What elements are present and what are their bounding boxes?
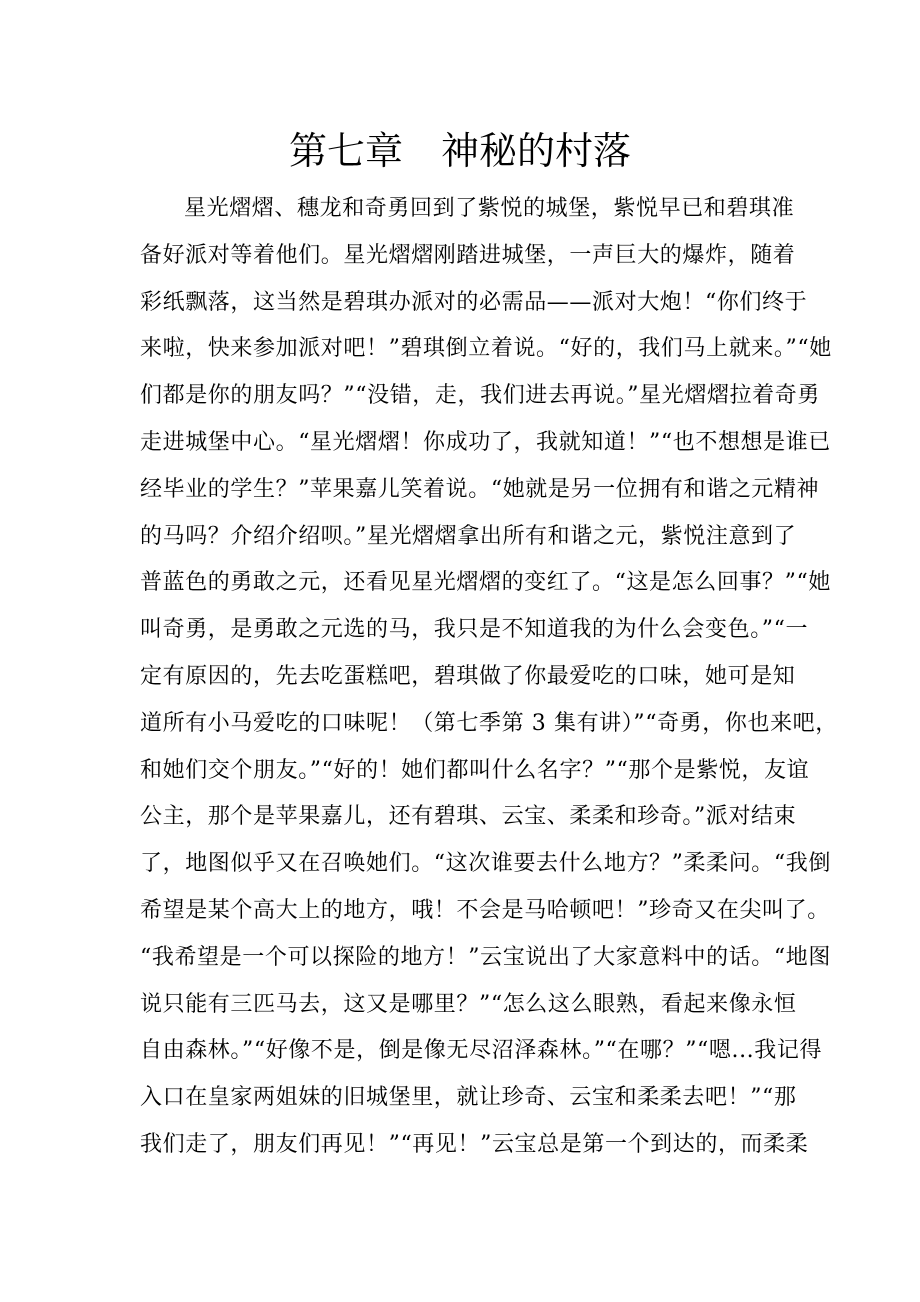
body-line: 入口在皇家两姐妹的旧城堡里，就让珍奇、云宝和柔柔去吧！”“那 — [140, 1085, 797, 1111]
body-line: “我希望是一个可以探险的地方！”云宝说出了大家意料中的话。“地图 — [140, 944, 831, 970]
body-line: 和她们交个朋友。”“好的！她们都叫什么名字？”“那个是紫悦，友谊 — [140, 757, 810, 783]
body-line: 普蓝色的勇敢之元，还看见星光熠熠的变红了。“这是怎么回事？”“她 — [140, 570, 831, 596]
chapter-body — [140, 186, 838, 1169]
body-line: 来啦，快来参加派对吧！”碧琪倒立着说。“好的，我们马上就来。”“她 — [140, 336, 832, 362]
body-line: 自由森林。”“好像不是，倒是像无尽沼泽森林。”“在哪？”“嗯...我记得 — [140, 1038, 823, 1064]
body-line: 道所有小马爱吃的口味呢！（第七季第 3 集有讲）”“奇勇，你也来吧， — [140, 710, 838, 736]
body-line: 备好派对等着他们。星光熠熠刚踏进城堡，一声巨大的爆炸，随着 — [140, 242, 796, 268]
body-line: 公主，那个是苹果嘉儿，还有碧琪、云宝、柔柔和珍奇。”派对结束 — [140, 804, 797, 830]
body-line: 的马吗？介绍介绍呗。”星光熠熠拿出所有和谐之元，紫悦注意到了 — [140, 523, 797, 549]
body-line: 了，地图似乎又在召唤她们。“这次谁要去什么地方？”柔柔问。“我倒 — [140, 851, 831, 877]
body-line: 星光熠熠、穗龙和奇勇回到了紫悦的城堡，紫悦早已和碧琪准 — [184, 196, 795, 221]
body-line: 走进城堡中心。“星光熠熠！你成功了，我就知道！”“也不想想是谁已 — [140, 429, 831, 455]
body-line: 我们走了，朋友们再见！”“再见！”云宝总是第一个到达的，而柔柔 — [140, 1131, 809, 1157]
body-line: 经毕业的学生？”苹果嘉儿笑着说。“她就是另一位拥有和谐之元精神 — [140, 476, 820, 502]
chapter-title: 第七章 神秘的村落 — [288, 129, 631, 173]
body-line: 们都是你的朋友吗？”“没错，走，我们进去再说。”星光熠熠拉着奇勇 — [140, 383, 820, 409]
body-line: 希望是某个高大上的地方，哦！不会是马哈顿吧！”珍奇又在尖叫了。 — [140, 897, 830, 923]
body-line: 彩纸飘落，这当然是碧琪办派对的必需品——派对大炮！“你们终于 — [140, 289, 808, 315]
body-line: 说只能有三匹马去，这又是哪里？”“怎么这么眼熟，看起来像永恒 — [140, 991, 797, 1017]
body-line: 叫奇勇，是勇敢之元选的马，我只是不知道我的为什么会变色。”“一 — [140, 617, 809, 643]
body-line: 定有原因的，先去吃蛋糕吧，碧琪做了你最爱吃的口味，她可是知 — [140, 663, 796, 689]
